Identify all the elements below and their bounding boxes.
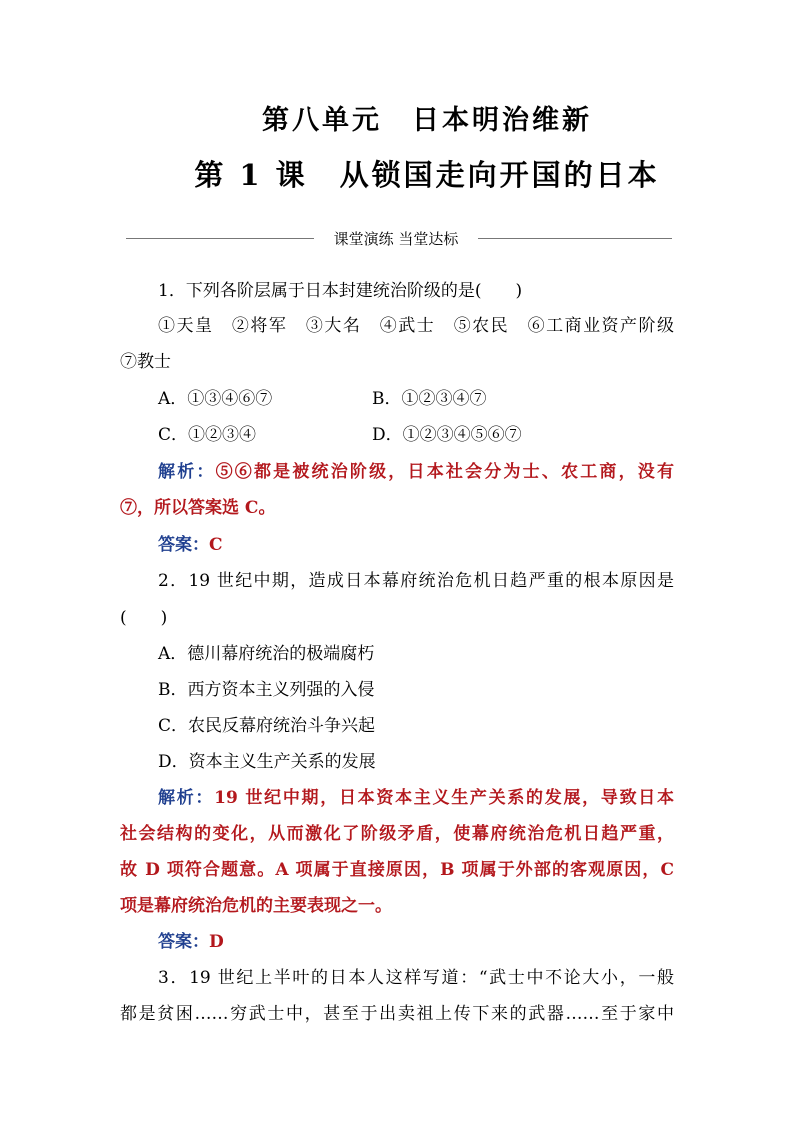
q2-option-c: C．农民反幕府统治斗争兴起	[158, 716, 376, 736]
q2-analysis-line2: 社会结构的变化，从而激化了阶级矛盾，使幕府统治危机日趋严重，	[120, 824, 674, 844]
q2-answer	[158, 930, 224, 954]
divider-line-right	[478, 238, 672, 239]
q1-option-b: B．①②③④⑦	[372, 389, 487, 409]
q1-option-a: A．①③④⑥⑦	[158, 389, 273, 409]
q3-stem-line2: 都是贫困……穷武士中，甚至于出卖祖上传下来的武器……至于家中	[120, 1004, 674, 1024]
q2-option-a: A．德川幕府统治的极端腐朽	[158, 644, 375, 664]
q2-option-b: B．西方资本主义列强的入侵	[158, 680, 375, 700]
q1-analysis-label: 解析：	[158, 462, 216, 482]
q2-analysis-line3: 故 D 项符合题意。A 项属于直接原因，B 项属于外部的客观原因，C	[120, 860, 674, 880]
q1-answer	[158, 533, 223, 557]
q1-option-d: D．①②③④⑤⑥⑦	[372, 425, 522, 445]
divider-line-left	[126, 238, 314, 239]
q2-answer-label: 答案：	[158, 932, 209, 952]
lesson-title: 第 1 课 从锁国走向开国的日本	[194, 158, 660, 192]
q1-answer-label: 答案：	[158, 535, 209, 555]
q1-option-c: C．①②③④	[158, 425, 257, 445]
unit-title: 第八单元 日本明治维新	[262, 105, 592, 136]
section-divider	[126, 228, 672, 248]
q1-items-line1: ①天皇 ②将军 ③大名 ④武士 ⑤农民 ⑥工商业资产阶级	[158, 316, 674, 336]
q1-answer-value: C	[209, 535, 223, 555]
q2-analysis-label: 解析：	[158, 788, 215, 808]
q2-analysis-line1: 解析：19 世纪中期，日本资本主义生产关系的发展，导致日本	[158, 788, 675, 808]
q2-analysis-line4: 项是幕府统治危机的主要表现之一。	[120, 896, 392, 916]
q2-option-d: D．资本主义生产关系的发展	[158, 752, 376, 772]
q2-answer-value: D	[209, 932, 224, 952]
q1-analysis-line1: 解析：⑤⑥都是被统治阶级，日本社会分为士、农工商，没有	[158, 462, 675, 482]
q3-stem-line1: 3．19 世纪上半叶的日本人这样写道：“武士中不论大小，一般	[158, 968, 674, 988]
q1-items-line2: ⑦教士	[120, 352, 171, 372]
q1-analysis-line2: ⑦，所以答案选 C。	[120, 498, 276, 518]
q2-stem-line1: 2．19 世纪中期，造成日本幕府统治危机日趋严重的根本原因是	[158, 571, 674, 591]
q2-stem-line2: ( )	[120, 608, 168, 628]
section-label: 课堂演练 当堂达标	[333, 230, 459, 248]
q1-stem: 1．下列各阶层属于日本封建统治阶级的是( )	[158, 281, 523, 301]
